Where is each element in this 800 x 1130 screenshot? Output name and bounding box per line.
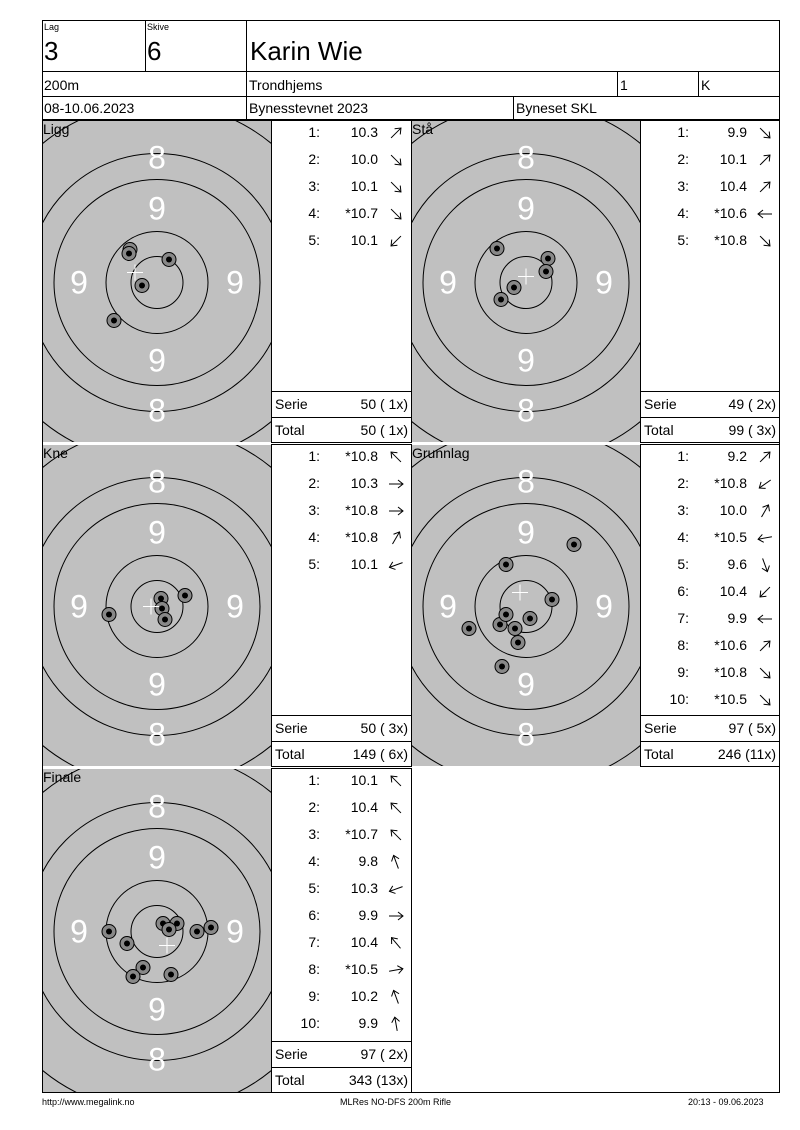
shot-number: 2: — [677, 475, 689, 491]
target-rings — [43, 445, 271, 766]
summary-divider — [272, 417, 411, 418]
shot-value: *10.5 — [714, 691, 747, 707]
shot-impact-7 — [508, 622, 522, 636]
ring-number: 9 — [226, 913, 244, 950]
direction-arrow-icon — [386, 960, 406, 980]
shot-value: *10.8 — [714, 664, 747, 680]
shot-row — [272, 907, 411, 933]
shot-row — [272, 124, 411, 150]
shot-number: 4: — [677, 205, 689, 221]
shot-impact-5 — [494, 293, 508, 307]
shot-row — [272, 205, 411, 231]
section-title: Stå — [412, 121, 434, 137]
shot-value: 10.1 — [350, 232, 378, 248]
ring-number: 9 — [226, 264, 244, 301]
shot-value: 10.4 — [719, 178, 747, 194]
shot-impact-10 — [164, 968, 178, 982]
shot-impact-3 — [545, 593, 559, 607]
shot-impact-3 — [162, 253, 176, 267]
shot-value: 10.2 — [350, 988, 378, 1004]
shot-number: 1: — [677, 124, 689, 140]
direction-arrow-icon — [386, 447, 406, 467]
summary-divider — [641, 417, 779, 418]
shot-impact-2 — [499, 558, 513, 572]
shot-number: 3: — [308, 826, 320, 842]
shot-number: 1: — [308, 448, 320, 464]
shot-value: 10.1 — [350, 178, 378, 194]
shot-value: 9.9 — [727, 124, 747, 140]
shot-value: 10.1 — [350, 772, 378, 788]
shot-row — [272, 961, 411, 987]
serie-label: Serie — [275, 720, 308, 736]
shot-impact-6 — [190, 925, 204, 939]
direction-arrow-icon — [755, 123, 775, 143]
shot-impact-3 — [539, 265, 553, 279]
shot-number: 3: — [308, 178, 320, 194]
direction-arrow-icon — [386, 771, 406, 791]
ring-number: 8 — [517, 463, 535, 500]
serie-value: 49 ( 2x) — [728, 396, 776, 412]
summary-divider — [272, 715, 411, 716]
shot-list-panel-1 — [271, 120, 412, 443]
total-value: 149 ( 6x) — [352, 746, 408, 762]
shot-value: 10.4 — [350, 934, 378, 950]
shooter-name: Karin Wie — [250, 36, 363, 66]
shot-number: 2: — [308, 799, 320, 815]
ring-number: 9 — [70, 913, 88, 950]
shot-value: *10.8 — [714, 475, 747, 491]
direction-arrow-icon — [755, 204, 775, 224]
direction-arrow-icon — [755, 447, 775, 467]
ring-number: 8 — [517, 139, 535, 176]
shot-row — [272, 772, 411, 798]
serie-value: 97 ( 5x) — [728, 720, 776, 736]
direction-arrow-icon — [755, 582, 775, 602]
direction-arrow-icon — [386, 123, 406, 143]
target-rings — [412, 121, 640, 442]
ring-number: 9 — [517, 342, 535, 379]
total-label: Total — [275, 422, 305, 438]
shot-value: 9.2 — [727, 448, 747, 464]
direction-arrow-icon — [386, 555, 406, 575]
shot-number: 4: — [677, 529, 689, 545]
shot-impact-8 — [126, 970, 140, 984]
ring-number: 9 — [439, 588, 457, 625]
shot-value: 10.4 — [719, 583, 747, 599]
shot-list-panel-2 — [640, 120, 780, 443]
skive-value: 6 — [147, 36, 162, 66]
shot-row — [272, 556, 411, 582]
club: Trondhjems — [249, 77, 323, 93]
ring-number: 9 — [595, 264, 613, 301]
shot-number: 8: — [308, 961, 320, 977]
direction-arrow-icon — [755, 690, 775, 710]
shot-value: *10.8 — [714, 232, 747, 248]
shot-impact-7 — [204, 921, 218, 935]
summary-divider — [641, 391, 779, 392]
shot-row — [641, 610, 779, 636]
ring-number: 8 — [148, 1041, 166, 1078]
direction-arrow-icon — [755, 501, 775, 521]
shot-number: 5: — [308, 232, 320, 248]
target-rings — [43, 769, 271, 1092]
total-value: 246 (11x) — [717, 746, 776, 762]
shot-value: 10.0 — [719, 502, 747, 518]
shot-row — [272, 151, 411, 177]
shot-value: *10.5 — [345, 961, 378, 977]
section-title: Kne — [43, 445, 68, 461]
shot-value: 10.3 — [350, 124, 378, 140]
class-number: 1 — [620, 77, 628, 93]
shot-number: 2: — [677, 151, 689, 167]
shot-impact-6 — [499, 608, 513, 622]
shot-value: 10.1 — [350, 556, 378, 572]
shot-value: 10.3 — [350, 475, 378, 491]
direction-arrow-icon — [386, 987, 406, 1007]
lag-value: 3 — [44, 36, 59, 66]
shot-row — [641, 556, 779, 582]
shot-number: 10: — [300, 1015, 320, 1031]
shot-number: 6: — [308, 907, 320, 923]
shot-number: 8: — [677, 637, 689, 653]
section-title: Finale — [43, 769, 82, 785]
shot-number: 10: — [669, 691, 689, 707]
shot-number: 7: — [308, 934, 320, 950]
shot-row — [641, 151, 779, 177]
serie-value: 50 ( 1x) — [360, 396, 408, 412]
distance: 200m — [44, 77, 80, 93]
target-1 — [43, 121, 271, 442]
ring-number: 9 — [439, 264, 457, 301]
ring-number: 9 — [517, 514, 535, 551]
direction-arrow-icon — [755, 555, 775, 575]
shot-value: *10.6 — [714, 637, 747, 653]
summary-divider — [272, 741, 411, 742]
section-title: Grunnlag — [412, 445, 470, 461]
shot-value: *10.7 — [345, 826, 378, 842]
shot-row — [641, 664, 779, 690]
total-label: Total — [644, 422, 674, 438]
group-center-cross — [512, 585, 528, 601]
serie-value: 50 ( 3x) — [360, 720, 408, 736]
ring-number: 8 — [148, 392, 166, 429]
direction-arrow-icon — [755, 231, 775, 251]
shot-number: 3: — [677, 502, 689, 518]
direction-arrow-icon — [755, 474, 775, 494]
ring-number: 9 — [148, 839, 166, 876]
direction-arrow-icon — [386, 879, 406, 899]
serie-label: Serie — [644, 720, 677, 736]
direction-arrow-icon — [386, 852, 406, 872]
header-classno-cell — [617, 71, 699, 97]
target-5 — [43, 769, 271, 1092]
target-4 — [412, 445, 640, 766]
total-value: 99 ( 3x) — [728, 422, 776, 438]
direction-arrow-icon — [755, 177, 775, 197]
serie-label: Serie — [275, 396, 308, 412]
ring-number: 8 — [517, 716, 535, 753]
ring-number: 9 — [226, 588, 244, 625]
shot-row — [641, 124, 779, 150]
shot-value: *10.6 — [714, 205, 747, 221]
total-label: Total — [275, 746, 305, 762]
total-label: Total — [275, 1072, 305, 1088]
shot-row — [641, 232, 779, 258]
shot-impact-4 — [135, 279, 149, 293]
ring-number: 9 — [70, 588, 88, 625]
shot-row — [272, 475, 411, 501]
shot-impact-2 — [122, 247, 136, 261]
class-letter: K — [701, 77, 711, 93]
shot-value: 9.8 — [358, 853, 378, 869]
shot-value: *10.5 — [714, 529, 747, 545]
shot-row — [272, 1015, 411, 1041]
ring-number: 9 — [70, 264, 88, 301]
shot-number: 3: — [677, 178, 689, 194]
shot-value: *10.8 — [345, 502, 378, 518]
direction-arrow-icon — [386, 177, 406, 197]
shot-row — [272, 232, 411, 258]
direction-arrow-icon — [386, 798, 406, 818]
shot-impact-9 — [523, 612, 537, 626]
shot-row — [641, 502, 779, 528]
summary-divider — [641, 715, 779, 716]
shot-impact-5 — [107, 314, 121, 328]
lag-label: Lag — [44, 22, 60, 32]
shot-value: 9.6 — [727, 556, 747, 572]
ring-3 — [475, 556, 577, 658]
shot-impact-1 — [490, 242, 504, 256]
direction-arrow-icon — [386, 150, 406, 170]
shot-impact-1 — [567, 538, 581, 552]
shot-row — [272, 178, 411, 204]
shot-impact-3 — [162, 923, 176, 937]
shot-number: 7: — [677, 610, 689, 626]
shot-value: 10.0 — [350, 151, 378, 167]
shot-number: 1: — [308, 124, 320, 140]
shot-row — [272, 826, 411, 852]
venue: Byneset SKL — [516, 100, 597, 116]
direction-arrow-icon — [755, 528, 775, 548]
shot-impact-2 — [178, 589, 192, 603]
shot-impact-4 — [507, 281, 521, 295]
shot-row — [641, 178, 779, 204]
direction-arrow-icon — [755, 663, 775, 683]
shot-value: 10.3 — [350, 880, 378, 896]
ring-3 — [106, 232, 208, 334]
direction-arrow-icon — [386, 528, 406, 548]
section-title: Ligg — [43, 121, 70, 137]
direction-arrow-icon — [386, 933, 406, 953]
summary-divider — [272, 1041, 411, 1042]
shot-impact-9 — [102, 925, 116, 939]
shot-number: 1: — [677, 448, 689, 464]
shot-row — [641, 583, 779, 609]
target-2 — [412, 121, 640, 442]
direction-arrow-icon — [386, 231, 406, 251]
direction-arrow-icon — [386, 204, 406, 224]
shot-impact-4 — [120, 937, 134, 951]
serie-value: 97 ( 2x) — [360, 1046, 408, 1062]
direction-arrow-icon — [386, 906, 406, 926]
ring-number: 9 — [148, 342, 166, 379]
shot-number: 1: — [308, 772, 320, 788]
total-value: 50 ( 1x) — [360, 422, 408, 438]
shot-list-panel-4 — [640, 444, 780, 767]
shot-value: 9.9 — [358, 907, 378, 923]
shot-list-panel-3 — [271, 444, 412, 767]
ring-number: 9 — [148, 190, 166, 227]
shot-row — [272, 853, 411, 879]
ring-number: 9 — [148, 666, 166, 703]
shot-value: *10.8 — [345, 529, 378, 545]
direction-arrow-icon — [386, 501, 406, 521]
shot-row — [272, 502, 411, 528]
shot-value: 10.4 — [350, 799, 378, 815]
shot-value: 10.1 — [719, 151, 747, 167]
direction-arrow-icon — [386, 474, 406, 494]
skive-label: Skive — [147, 22, 170, 32]
ring-number: 8 — [517, 392, 535, 429]
shot-row — [272, 880, 411, 906]
shot-row — [641, 529, 779, 555]
shot-row — [272, 934, 411, 960]
target-3 — [43, 445, 271, 766]
ring-number: 8 — [148, 716, 166, 753]
shot-list-panel-5 — [271, 768, 412, 1093]
shot-row — [272, 448, 411, 474]
shot-value: *10.8 — [345, 448, 378, 464]
group-center-cross — [127, 265, 143, 281]
direction-arrow-icon — [755, 150, 775, 170]
shot-row — [641, 205, 779, 231]
shot-impact-1 — [102, 608, 116, 622]
total-label: Total — [644, 746, 674, 762]
shot-row — [641, 691, 779, 717]
shot-value: 9.9 — [727, 610, 747, 626]
shot-number: 4: — [308, 853, 320, 869]
shot-number: 3: — [308, 502, 320, 518]
target-rings — [43, 121, 271, 442]
shot-number: 9: — [677, 664, 689, 680]
ring-number: 9 — [595, 588, 613, 625]
serie-label: Serie — [275, 1046, 308, 1062]
shot-value: 9.9 — [358, 1015, 378, 1031]
event-name: Bynesstevnet 2023 — [249, 100, 369, 116]
ring-number: 9 — [148, 991, 166, 1028]
shot-number: 9: — [308, 988, 320, 1004]
shot-row — [641, 448, 779, 474]
direction-arrow-icon — [386, 825, 406, 845]
shot-number: 5: — [677, 232, 689, 248]
shot-row — [641, 637, 779, 663]
group-center-cross — [159, 938, 175, 954]
direction-arrow-icon — [755, 609, 775, 629]
ring-number: 8 — [148, 788, 166, 825]
footer-url[interactable]: http://www.megalink.no — [42, 1097, 135, 1107]
event-dates: 08-10.06.2023 — [44, 100, 135, 116]
group-center-cross — [518, 269, 534, 285]
shot-number: 5: — [308, 556, 320, 572]
shot-number: 5: — [677, 556, 689, 572]
shot-number: 5: — [308, 880, 320, 896]
total-value: 343 (13x) — [348, 1072, 408, 1088]
direction-arrow-icon — [755, 636, 775, 656]
ring-number: 8 — [148, 139, 166, 176]
shot-number: 6: — [677, 583, 689, 599]
ring-number: 9 — [517, 666, 535, 703]
footer-timestamp: 20:13 - 09.06.2023 — [688, 1097, 764, 1107]
shot-impact-2 — [541, 252, 555, 266]
shot-impact-10 — [495, 660, 509, 674]
direction-arrow-icon — [386, 1014, 406, 1034]
shot-row — [272, 988, 411, 1014]
target-rings — [412, 445, 640, 766]
shot-impact-5 — [158, 613, 172, 627]
shot-row — [272, 529, 411, 555]
shot-number: 2: — [308, 151, 320, 167]
summary-divider — [641, 741, 779, 742]
shot-number: 4: — [308, 529, 320, 545]
shot-number: 4: — [308, 205, 320, 221]
summary-divider — [272, 1067, 411, 1068]
shot-row — [272, 799, 411, 825]
shot-number: 2: — [308, 475, 320, 491]
ring-number: 9 — [148, 514, 166, 551]
ring-number: 8 — [148, 463, 166, 500]
shot-impact-8 — [511, 636, 525, 650]
shot-impact-4 — [462, 622, 476, 636]
ring-number: 9 — [517, 190, 535, 227]
shot-value: *10.7 — [345, 205, 378, 221]
footer-software: MLRes NO-DFS 200m Rifle — [340, 1097, 452, 1107]
serie-label: Serie — [644, 396, 677, 412]
summary-divider — [272, 391, 411, 392]
shot-row — [641, 475, 779, 501]
